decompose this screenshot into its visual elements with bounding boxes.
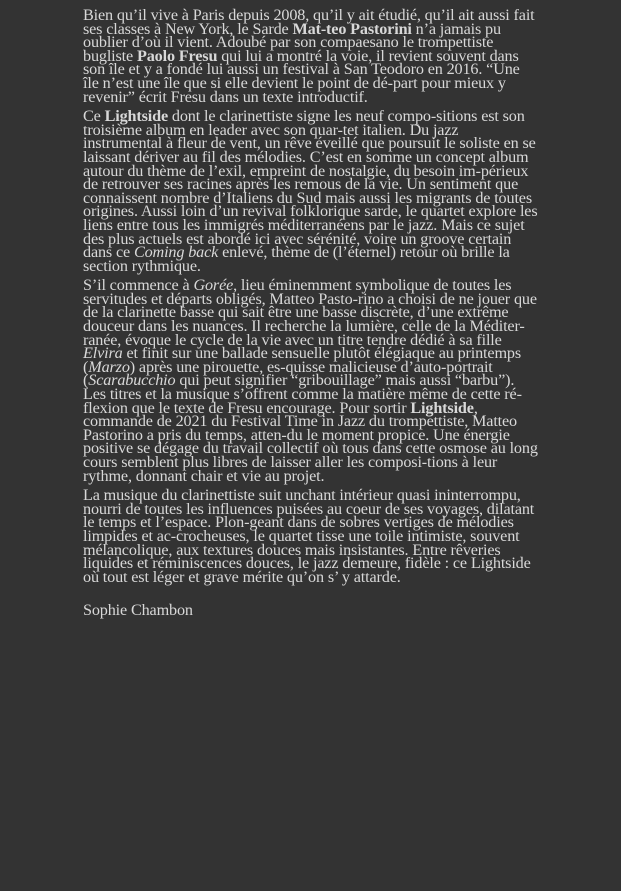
article-body [83, 6, 539, 620]
bold-text: Lightside [104, 107, 169, 126]
paragraph: La musique du clarinettiste suit unchant intérieur quasi ininterrompu, nourri de toutes les influences puisées au coeur de ses voyages, dilatant le temps et l’espace. Plon-geant dans de sobres vertiges de mélodies limpides et ac-crocheuses, le quartet tisse une toile intimiste, souvent mélancolique, aux textures douces mais insistantes. Entre rêveries liquides et réminiscences douces, le jazz demeure, fidèle : ce Lightside où tout est léger et grave mérite qu’on s’ y attarde. [83, 486, 535, 586]
italic-title: Gorée [193, 276, 234, 295]
italic-title: Coming back [133, 243, 219, 262]
author-signature: Sophie Chambon [83, 601, 193, 620]
bold-text: Lightside [410, 398, 474, 417]
paragraph: S’il commence à Gorée, lieu éminemment symbolique de toutes les servitudes et départs obligés, Matteo Pasto-rino a choisi de ne jouer que de la clarinette basse qui sait être une basse discrète, d’une extrême douceur dans les nuances. Il recherche la lumière, celle de la Méditer-ranée, évoque le cycle de la vie avec un titre tendre dédié à sa fille Elvira et finit sur une ballade sensuelle plutôt élégiaque au printemps (Marzo) après une pirouette, es-quisse malicieuse d’auto-portrait (Scarabucchio qui peut signifier “gribouillage” mais aussi “barbu”). Les titres et la musique s’offrent comme la matière même de cette ré-flexion que le texte de Fresu encourage. Pour sortir Lightside, commande de 2021 du Festival Time in Jazz du trompettiste, Matteo Pastorino a pris du temps, atten-du le moment propice. Une énergie positive se dégage du travail collectif où tous dans cette osmose au long cours semblent plus libres de laisser aller les composi-tions à leur rythme, donnant chair et vie au projet. [83, 276, 538, 485]
bold-text: Mat-teo Pastorini [292, 19, 412, 38]
bold-text: Paolo Fresu [136, 46, 218, 65]
paragraph: Ce Lightside dont le clarinettiste signe les neuf compo-sitions est son troisième album en leader avec son quar-tet italien. Du jazz instrumental à fleur de vent, un rêve éveillé que poursuit le soliste en se laissant dériver au fil des mélodies. C’est en somme un concept album autour du thème de l’exil, empreint de nostalgie, du besoin im-périeux de retrouver ses racines après les remous de la vie. Un sentiment que connaissent nombre d’Italiens du Sud mais aussi les migrants de toutes origines. Aussi loin d’un revival folklorique sarde, le quartet explore les liens entre tous les immigrés méditerranéens par le jazz. Mais ce sujet des plus actuels est abordé ici avec sérénité, voire un groove certain dans ce Coming back enlevé, thème de (l’éternel) retour où brille la section rythmique. [83, 107, 538, 275]
italic-title: Marzo [88, 357, 130, 376]
italic-title: Scarabucchio [88, 371, 176, 390]
italic-title: Elvira [83, 344, 123, 363]
article-paragraphs [83, 6, 539, 586]
paragraph: Bien qu’il vive à Paris depuis 2008, qu’il y ait étudié, qu’il ait aussi fait ses classes à New York, le Sarde Mat-teo Pastorini n’a jamais pu oublier d’où il vient. Adoubé par son compaesano le trompettiste bugliste Paolo Fresu qui lui a montré la voie, il revient souvent dans son île et y a fondé lui aussi un festival à San Teodoro en 2016. “Une île n’est une île que si elle devient le point de dé-part pour mieux y revenir” écrit Fresu dans un texte introductif. [83, 6, 535, 106]
